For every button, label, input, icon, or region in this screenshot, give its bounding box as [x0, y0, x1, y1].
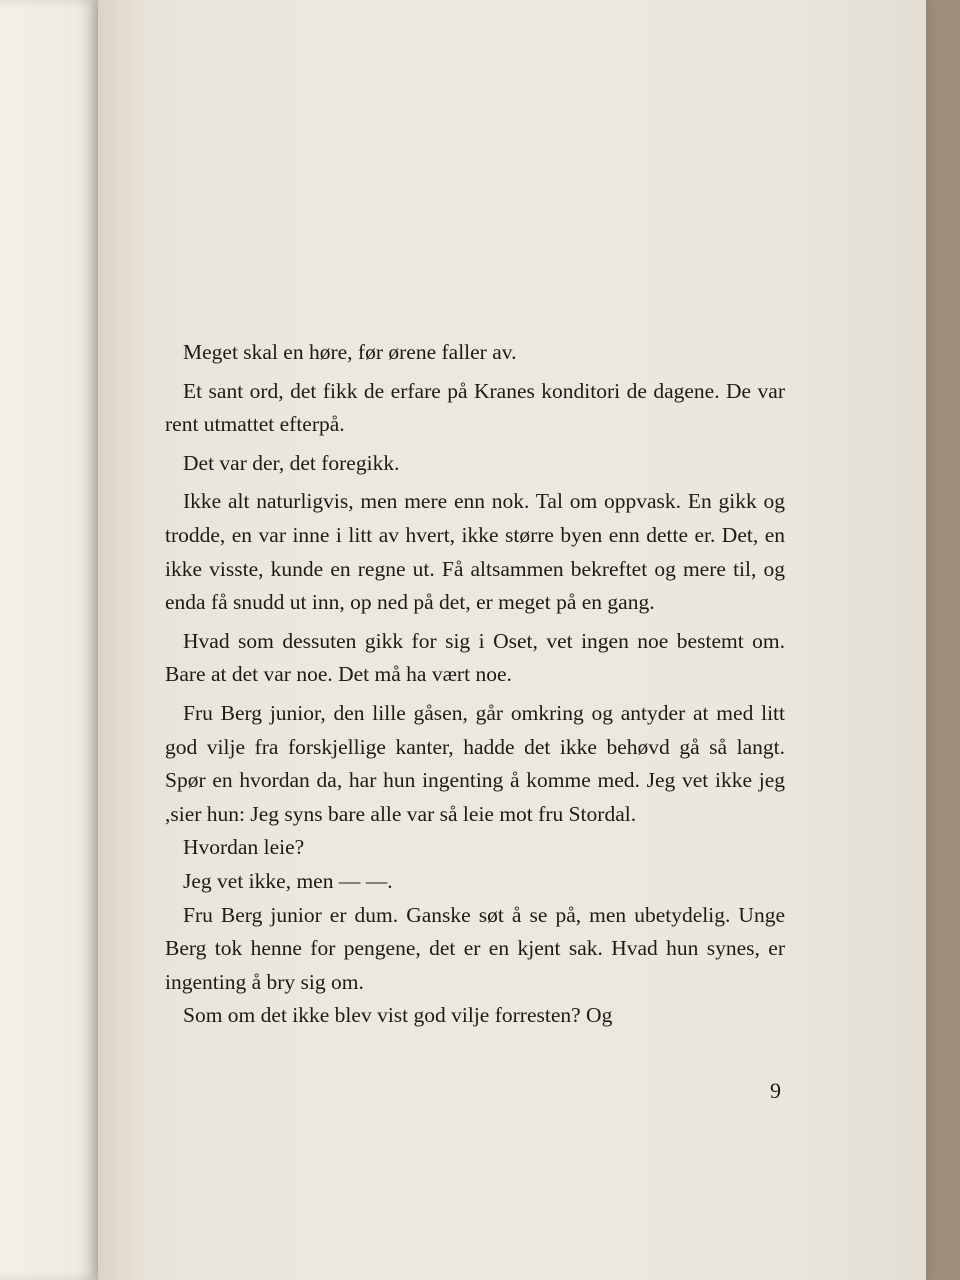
paragraph: Ikke alt naturligvis, men mere enn nok. Tal om oppvask. En gikk og trodde, en var inne i litt av hvert, ikke større byen enn dette er. Det, en ikke visste, kunde en regne ut. Få altsammen bekreftet og mere til, og enda få snudd ut inn, op ned på det, er meget på en gang.: [165, 489, 785, 615]
paragraph: Som om det ikke blev vist god vilje forresten? Og: [183, 1003, 613, 1028]
paragraph: Jeg vet ikke, men — —.: [183, 868, 393, 893]
paragraph: Det var der, det foregikk.: [183, 450, 400, 475]
paragraph: Meget skal en høre, før ørene faller av.: [183, 340, 517, 364]
paragraph: Hvad som dessuten gikk for sig i Oset, vet ingen noe bestemt om. Bare at det var noe. Det må ha vært noe.: [165, 628, 785, 687]
paragraph: Fru Berg junior er dum. Ganske søt å se på, men ubetydelig. Unge Berg tok henne for pengene, det er en kjent sak. Hvad hun synes, er ingenting å bry sig om.: [165, 902, 785, 994]
paragraph: Et sant ord, det fikk de erfare på Kranes konditori de dagene. De var rent utmattet efterpå.: [165, 378, 785, 437]
page-number: 9: [770, 1078, 781, 1103]
paragraph: Hvordan leie?: [183, 835, 305, 860]
facing-page-edge: [0, 0, 108, 1280]
paragraph: Fru Berg junior, den lille gåsen, går omkring og antyder at med litt god vilje fra forskjellige kanter, hadde det ikke behøvd gå så langt. Spør en hvordan da, har hun ingenting å komme med. Jeg vet ikke jeg ,sier hun: Jeg syns bare alle var så leie mot fru Stordal.: [165, 700, 785, 826]
body-text: [165, 336, 785, 1033]
